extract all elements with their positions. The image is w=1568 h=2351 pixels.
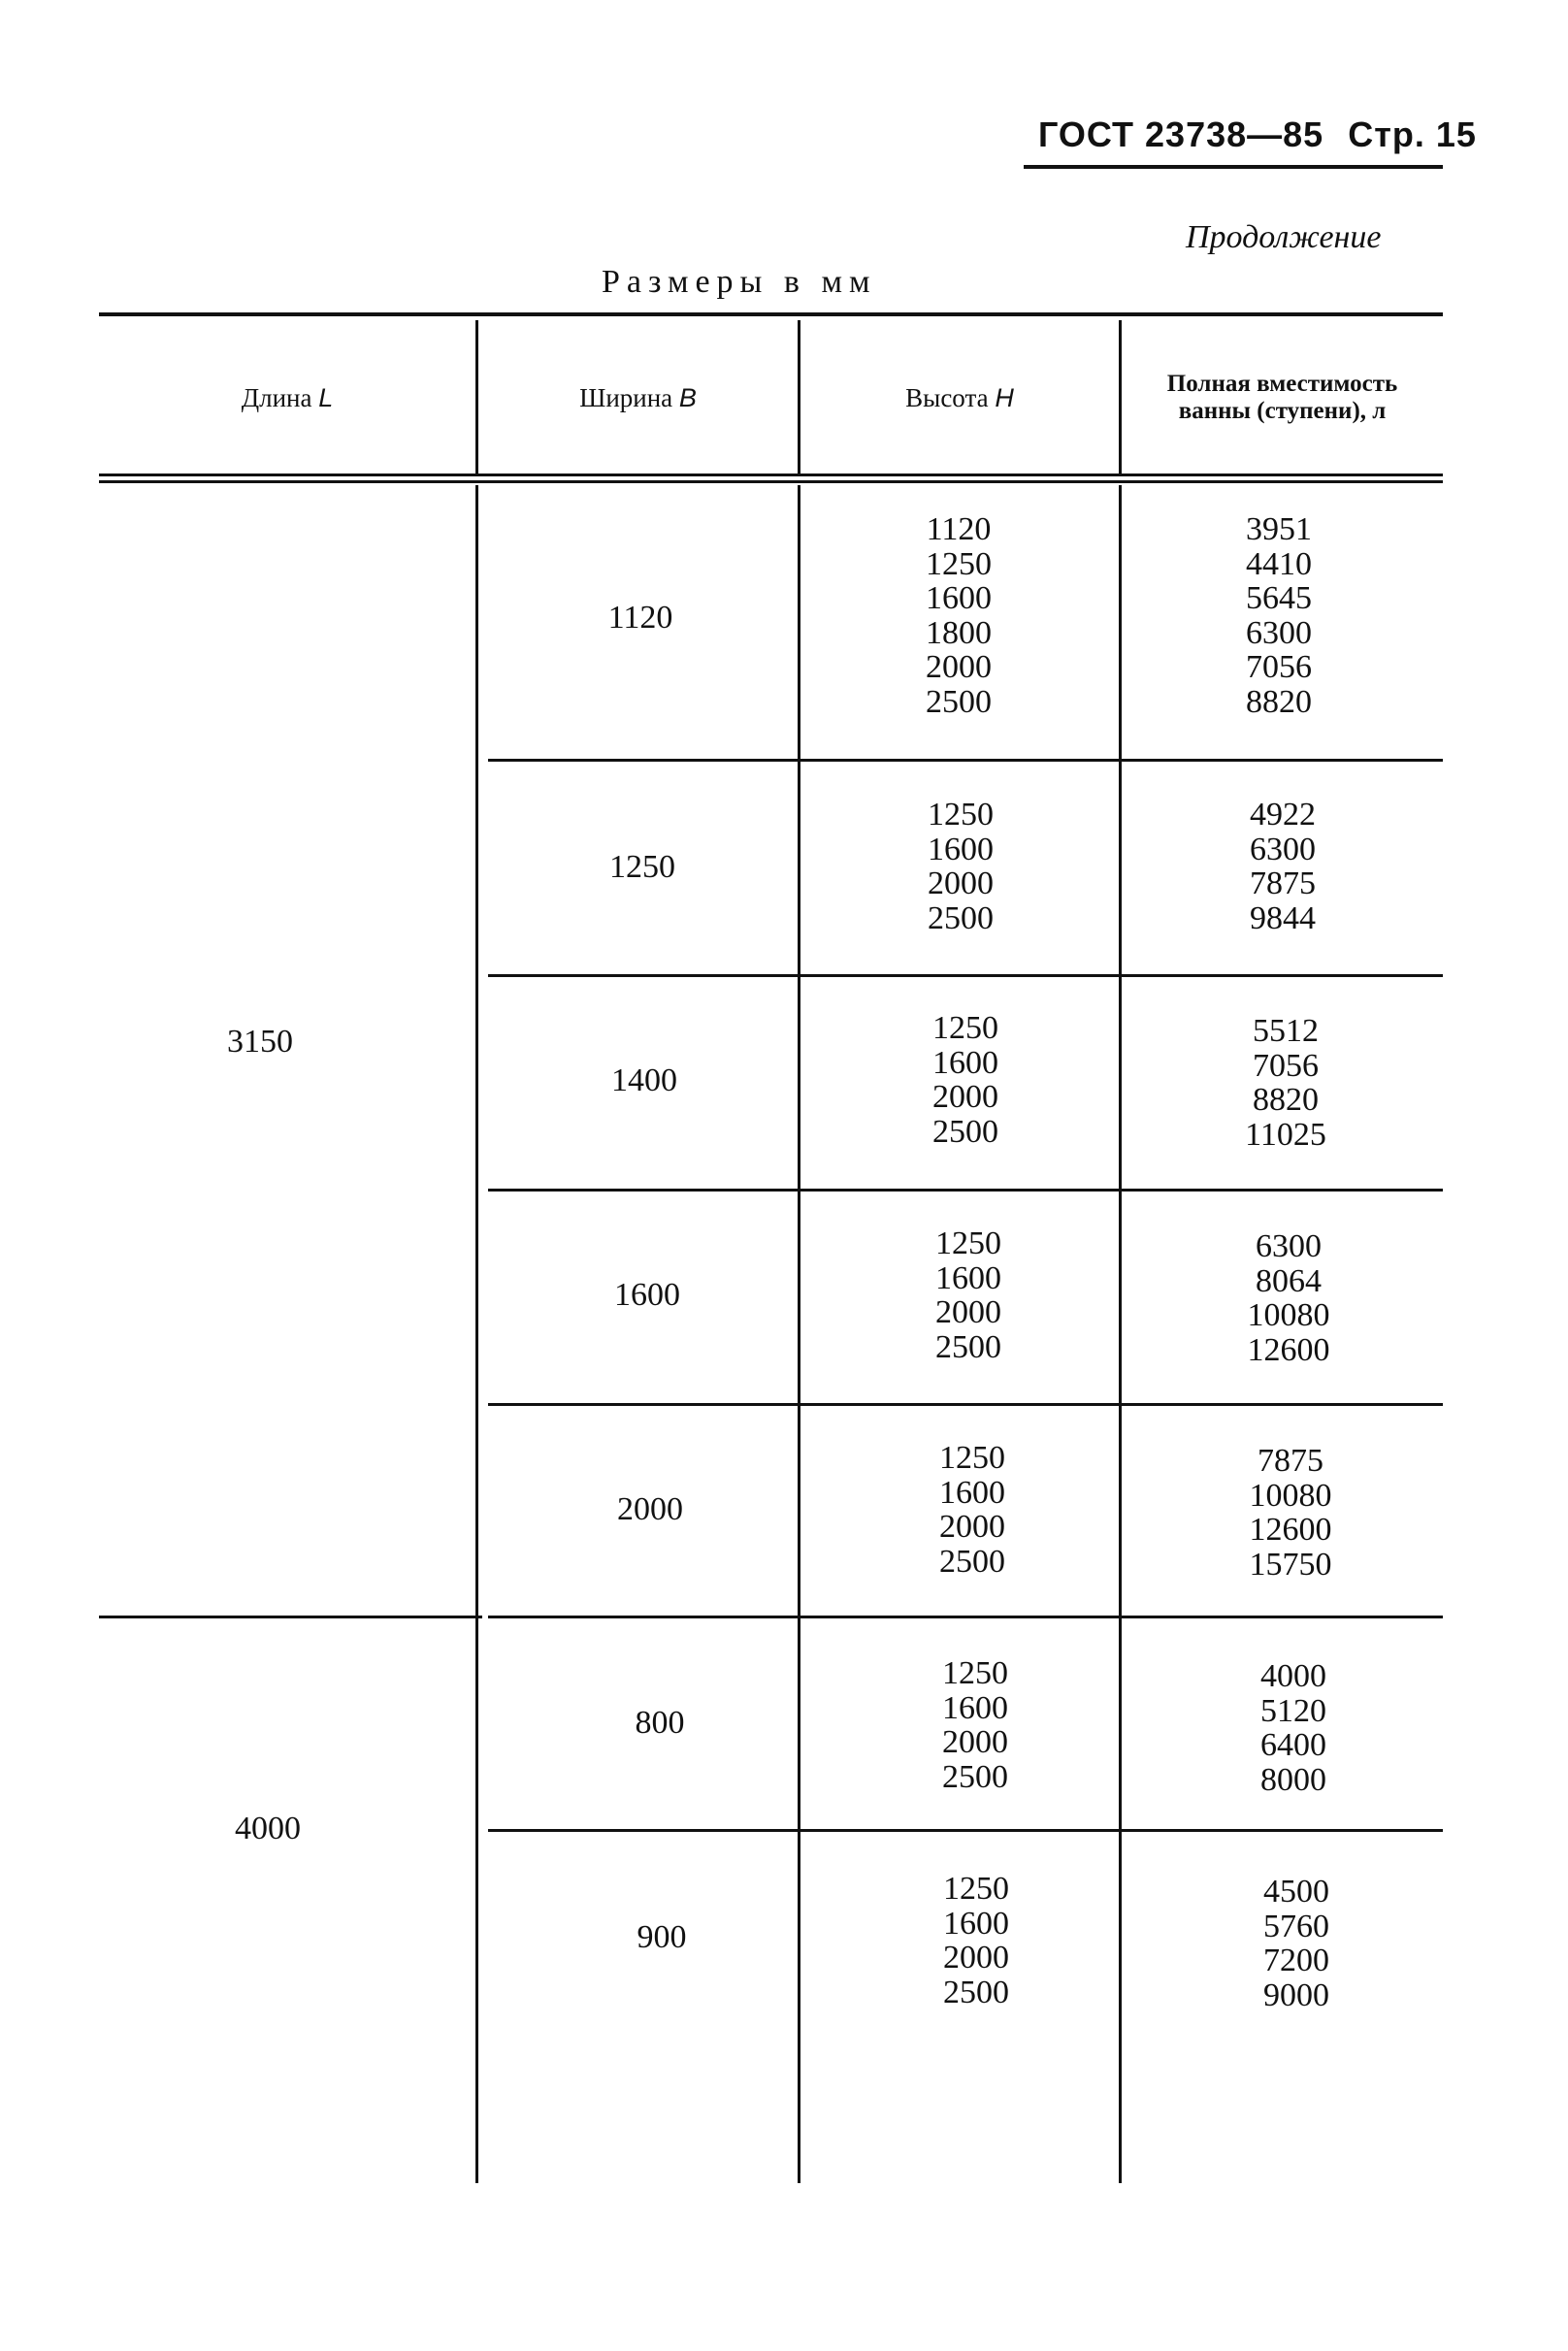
row-separator bbox=[488, 1829, 1443, 1832]
length-group-separator bbox=[99, 1616, 482, 1618]
height-values bbox=[942, 1656, 1008, 1794]
capacity-values bbox=[1250, 798, 1316, 935]
width-value: 2000 bbox=[617, 1491, 683, 1527]
height-values bbox=[935, 1226, 1001, 1364]
height-values bbox=[943, 1872, 1009, 2009]
capacity-value: 5760 bbox=[1263, 1908, 1329, 1944]
capacity-value: 7056 bbox=[1253, 1047, 1319, 1084]
height-values bbox=[926, 512, 992, 719]
capacity-value: 4000 bbox=[1260, 1658, 1326, 1694]
height-value: 2000 bbox=[926, 649, 992, 685]
capacity-values bbox=[1248, 1229, 1330, 1367]
height-value: 2500 bbox=[943, 1974, 1009, 2010]
capacity-value: 8820 bbox=[1253, 1082, 1319, 1118]
capacity-value: 8000 bbox=[1260, 1761, 1326, 1798]
column-header-capacity: Полная вместимость ванны (ступени), л bbox=[1166, 371, 1398, 424]
width-value: 900 bbox=[637, 1919, 687, 1955]
capacity-value: 7875 bbox=[1250, 865, 1316, 901]
units-label: Размеры в мм bbox=[602, 264, 877, 300]
page-number: Стр. 15 bbox=[1348, 114, 1477, 154]
capacity-values bbox=[1263, 1875, 1329, 2012]
height-value: 1250 bbox=[932, 1010, 998, 1046]
capacity-value: 4922 bbox=[1250, 797, 1316, 833]
page-header bbox=[1038, 114, 1477, 155]
height-value: 2000 bbox=[932, 1079, 998, 1115]
height-value: 1600 bbox=[928, 831, 994, 867]
row-separator bbox=[488, 1189, 1443, 1192]
standard-number: ГОСТ 23738—85 bbox=[1038, 114, 1324, 154]
width-value: 1600 bbox=[614, 1277, 680, 1313]
table-top-rule bbox=[99, 312, 1443, 316]
height-value: 1250 bbox=[943, 1871, 1009, 1907]
height-value: 1600 bbox=[932, 1044, 998, 1081]
length-value: 4000 bbox=[235, 1811, 301, 1846]
capacity-value: 7056 bbox=[1246, 649, 1312, 685]
capacity-value: 12600 bbox=[1247, 1331, 1330, 1368]
capacity-value: 7875 bbox=[1258, 1443, 1323, 1479]
capacity-value: 9000 bbox=[1263, 1976, 1329, 2013]
height-value: 2500 bbox=[935, 1328, 1001, 1365]
capacity-values bbox=[1250, 1444, 1332, 1582]
height-value: 1600 bbox=[935, 1259, 1001, 1296]
height-value: 2500 bbox=[928, 899, 994, 936]
body-divider bbox=[798, 485, 800, 2183]
capacity-value: 6300 bbox=[1256, 1228, 1322, 1264]
capacity-value: 12600 bbox=[1249, 1512, 1332, 1548]
height-value: 1600 bbox=[943, 1905, 1009, 1942]
header-rule bbox=[1024, 165, 1443, 169]
row-separator bbox=[488, 974, 1443, 977]
height-value: 1120 bbox=[926, 511, 992, 547]
height-value: 2500 bbox=[939, 1543, 1005, 1580]
capacity-value: 10080 bbox=[1247, 1297, 1330, 1333]
capacity-value: 8064 bbox=[1256, 1262, 1322, 1299]
capacity-values bbox=[1246, 512, 1312, 719]
body-divider bbox=[1119, 485, 1122, 2183]
row-separator bbox=[488, 1616, 1443, 1618]
capacity-value: 4410 bbox=[1246, 545, 1312, 582]
capacity-value: 11025 bbox=[1245, 1116, 1326, 1153]
height-value: 1250 bbox=[926, 545, 992, 582]
length-value: 3150 bbox=[227, 1024, 293, 1060]
height-values bbox=[928, 798, 994, 935]
height-value: 1250 bbox=[942, 1655, 1008, 1691]
height-value: 2500 bbox=[942, 1758, 1008, 1795]
capacity-value: 9844 bbox=[1250, 899, 1316, 936]
header-bottom-rule bbox=[99, 473, 1443, 476]
capacity-values bbox=[1245, 1014, 1326, 1152]
column-header-length: Длина L bbox=[241, 383, 334, 412]
width-value: 1250 bbox=[609, 849, 675, 885]
capacity-value: 5120 bbox=[1260, 1692, 1326, 1729]
width-value: 1120 bbox=[607, 600, 673, 636]
capacity-value: 5512 bbox=[1253, 1013, 1319, 1049]
width-value: 1400 bbox=[611, 1062, 677, 1098]
capacity-value: 8820 bbox=[1246, 683, 1312, 720]
capacity-value: 5645 bbox=[1246, 580, 1312, 616]
height-value: 2000 bbox=[935, 1294, 1001, 1330]
continuation-label: Продолжение bbox=[1186, 219, 1382, 255]
height-value: 1600 bbox=[942, 1689, 1008, 1726]
capacity-value: 15750 bbox=[1249, 1546, 1332, 1583]
height-value: 1800 bbox=[926, 614, 992, 651]
height-value: 2000 bbox=[928, 865, 994, 901]
capacity-value: 7200 bbox=[1263, 1943, 1329, 1978]
capacity-value: 6400 bbox=[1260, 1727, 1326, 1763]
height-values bbox=[939, 1441, 1005, 1579]
column-header-width: Ширина B bbox=[579, 383, 697, 412]
capacity-value: 10080 bbox=[1249, 1477, 1332, 1514]
height-value: 1600 bbox=[926, 580, 992, 616]
capacity-values bbox=[1260, 1659, 1326, 1797]
height-value: 2000 bbox=[942, 1724, 1008, 1760]
body-divider bbox=[475, 485, 478, 2183]
row-separator bbox=[488, 1403, 1443, 1406]
width-value: 800 bbox=[635, 1705, 685, 1741]
height-value: 1250 bbox=[939, 1440, 1005, 1476]
height-value: 2500 bbox=[926, 683, 992, 720]
height-value: 2000 bbox=[943, 1940, 1009, 1975]
capacity-value: 3951 bbox=[1246, 511, 1312, 547]
row-separator bbox=[488, 759, 1443, 762]
height-value: 2000 bbox=[939, 1509, 1005, 1545]
height-value: 1250 bbox=[935, 1225, 1001, 1261]
height-values bbox=[932, 1011, 998, 1149]
height-value: 1250 bbox=[928, 797, 994, 833]
height-value: 2500 bbox=[932, 1113, 998, 1150]
capacity-value: 6300 bbox=[1250, 831, 1316, 867]
column-header-height: Высота H bbox=[905, 383, 1014, 412]
capacity-value: 6300 bbox=[1246, 614, 1312, 651]
capacity-value: 4500 bbox=[1263, 1874, 1329, 1910]
header-bottom-rule-2 bbox=[99, 480, 1443, 483]
height-value: 1600 bbox=[939, 1474, 1005, 1511]
